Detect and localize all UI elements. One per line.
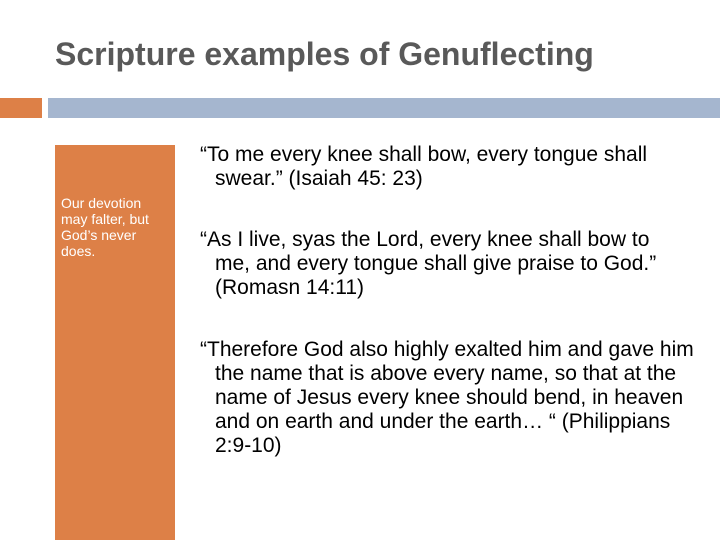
- slide-title: Scripture examples of Genuflecting: [55, 36, 594, 72]
- quote-romans: “As I live, syas the Lord, every knee shall bow to me, and every tongue shall give praise to God.” (Romasn 14:11): [200, 228, 657, 299]
- side-note: Our devotion may falter, but God’s never does.: [61, 195, 149, 259]
- quote-philippians: “Therefore God also highly exalted him and gave him the name that is above every name, so that at the name of Jesus every knee should bend, in heaven and on earth and under the earth… “ (Philippians 2:9-10): [200, 338, 694, 457]
- accent-bar-blue: [48, 98, 720, 118]
- accent-bar-orange: [0, 98, 42, 118]
- quote-isaiah: “To me every knee shall bow, every tongue shall swear.” (Isaiah 45: 23): [200, 143, 648, 190]
